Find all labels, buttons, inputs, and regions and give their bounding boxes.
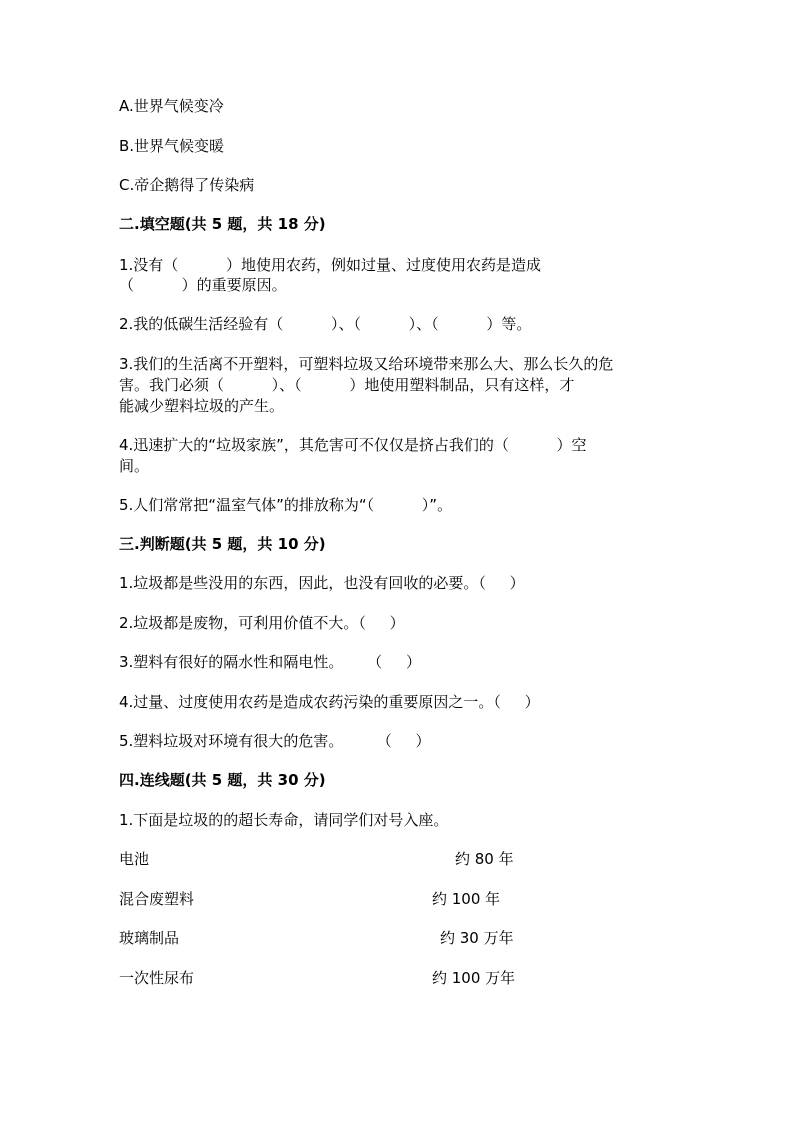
match-q1: 1.下面是垃圾的的超长寿命，请同学们对号入座。 bbox=[119, 811, 449, 829]
fill-q3-line3: 能减少塑料垃圾的产生。 bbox=[119, 397, 285, 415]
judge-q3: 3.塑料有很好的隔水性和隔电性。 （ ） bbox=[119, 653, 421, 671]
section3-heading: 三.判断题(共 5 题，共 10 分) bbox=[119, 535, 326, 553]
judge-q1: 1.垃圾都是些没用的东西，因此，也没有回收的必要。（ ） bbox=[119, 574, 525, 592]
fill-q1-line1: 1.没有（ ）地使用农药，例如过量、过度使用农药是造成 bbox=[119, 256, 541, 274]
fill-q2: 2.我的低碳生活经验有（ ）、（ ）、（ ）等。 bbox=[119, 315, 532, 333]
match-right-item: 约 30 万年 bbox=[440, 929, 514, 947]
option-c: C.帝企鹅得了传染病 bbox=[119, 176, 255, 194]
fill-q4-line2: 间。 bbox=[119, 457, 150, 475]
section2-heading: 二.填空题(共 5 题，共 18 分) bbox=[119, 215, 326, 233]
match-left-item: 混合废塑料 bbox=[119, 890, 195, 908]
fill-q3-line2: 害。我门必须（ ）、（ ）地使用塑料制品，只有这样，才 bbox=[119, 376, 575, 394]
option-a: A.世界气候变冷 bbox=[119, 97, 224, 115]
match-left-item: 电池 bbox=[119, 850, 150, 868]
section4-heading: 四.连线题(共 5 题，共 30 分) bbox=[119, 771, 326, 789]
match-right-item: 约 100 年 bbox=[432, 890, 501, 908]
match-left-item: 玻璃制品 bbox=[119, 929, 180, 947]
match-right-item: 约 100 万年 bbox=[432, 969, 516, 987]
fill-q1-line2: （ ）的重要原因。 bbox=[119, 276, 287, 294]
judge-q2: 2.垃圾都是废物，可利用价值不大。（ ） bbox=[119, 614, 405, 632]
fill-q5: 5.人们常常把“温室气体”的排放称为“（ ）”。 bbox=[119, 496, 453, 514]
judge-q5: 5.塑料垃圾对环境有很大的危害。 （ ） bbox=[119, 732, 431, 750]
fill-q3-line1: 3.我们的生活离不开塑料，可塑料垃圾又给环境带来那么大、那么长久的危 bbox=[119, 355, 614, 373]
option-b: B.世界气候变暖 bbox=[119, 137, 225, 155]
match-left-item: 一次性尿布 bbox=[119, 969, 195, 987]
match-right-item: 约 80 年 bbox=[455, 850, 514, 868]
fill-q4-line1: 4.迅速扩大的“垃圾家族”，其危害可不仅仅是挤占我们的（ ）空 bbox=[119, 436, 587, 454]
judge-q4: 4.过量、过度使用农药是造成农药污染的重要原因之一。（ ） bbox=[119, 693, 540, 711]
